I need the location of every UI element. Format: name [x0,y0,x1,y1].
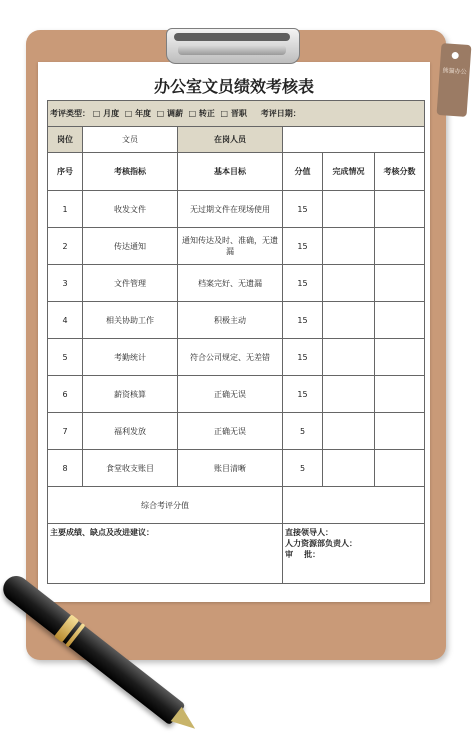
row-indicator: 薪资核算 [83,376,178,413]
row-completion-field[interactable] [323,228,375,265]
approval-label: 审 批： [285,550,321,559]
signoff-block [283,524,425,584]
eval-type-row [48,101,425,127]
summary-row [48,487,425,524]
checkbox-annual[interactable]: □ 年度 [124,109,152,118]
position-label: 岗位 [48,127,83,153]
row-indicator: 相关协助工作 [83,302,178,339]
row-no: 8 [48,450,83,487]
row-no: 1 [48,191,83,228]
table-row [48,191,425,228]
row-points: 15 [283,265,323,302]
leader-signature-label: 直接领导人： [285,528,333,537]
row-score-field[interactable] [375,339,425,376]
row-no: 4 [48,302,83,339]
checkbox-salary-adjust[interactable]: □ 调薪 [156,109,183,118]
row-goal: 积极主动 [178,302,283,339]
header-points: 分值 [283,153,323,191]
row-completion-field[interactable] [323,413,375,450]
staff-label: 在岗人员 [178,127,283,153]
header-no: 序号 [48,153,83,191]
header-goal: 基本目标 [178,153,283,191]
checkbox-promotion[interactable]: □ 晋职 [220,109,247,118]
form-sheet [38,62,430,602]
row-no: 7 [48,413,83,450]
row-score-field[interactable] [375,302,425,339]
row-completion-field[interactable] [323,191,375,228]
row-points: 15 [283,191,323,228]
row-score-field[interactable] [375,376,425,413]
row-score-field[interactable] [375,228,425,265]
row-indicator: 考勤统计 [83,339,178,376]
row-goal: 账目清晰 [178,450,283,487]
row-points: 15 [283,376,323,413]
header-score: 考核分数 [375,153,425,191]
clip-lever [178,45,286,55]
table-row [48,265,425,302]
table-row [48,376,425,413]
row-completion-field[interactable] [323,450,375,487]
row-score-field[interactable] [375,265,425,302]
row-completion-field[interactable] [323,302,375,339]
clip-hinge [174,33,290,41]
position-row [48,127,425,153]
row-goal: 正确无误 [178,376,283,413]
table-row [48,302,425,339]
eval-type-label: 考评类型： [50,109,90,118]
row-indicator: 福利发放 [83,413,178,450]
table-row [48,450,425,487]
header-completion: 完成情况 [323,153,375,191]
eval-date-label: 考评日期： [260,109,301,118]
position-value: 文员 [83,127,178,153]
comments-label: 主要成绩、缺点及改进建议： [50,528,154,537]
checkbox-regularization[interactable]: □ 转正 [188,109,215,118]
row-points: 5 [283,413,323,450]
row-score-field[interactable] [375,191,425,228]
header-row [48,153,425,191]
row-goal: 档案完好、无遗漏 [178,265,283,302]
row-goal: 符合公司规定、无差错 [178,339,283,376]
hr-signature-label: 人力资源部负责人： [285,539,357,548]
row-completion-field[interactable] [323,376,375,413]
row-indicator: 传达通知 [83,228,178,265]
comments-field[interactable] [48,524,283,584]
row-indicator: 文件管理 [83,265,178,302]
row-goal: 正确无误 [178,413,283,450]
comments-row [48,524,425,584]
appraisal-table [47,100,425,584]
row-no: 2 [48,228,83,265]
row-completion-field[interactable] [323,265,375,302]
row-goal: 通知传达及时、准确，无遗漏 [178,228,283,265]
checkbox-monthly[interactable]: □ 月度 [92,109,120,118]
form-title: 办公室文员绩效考核表 [153,77,314,96]
hang-tag [437,43,472,117]
row-indicator: 收发文件 [83,191,178,228]
header-indicator: 考核指标 [83,153,178,191]
row-goal: 无过期文件在现场使用 [178,191,283,228]
tag-hole [451,52,458,59]
row-points: 5 [283,450,323,487]
row-points: 15 [283,302,323,339]
row-score-field[interactable] [375,450,425,487]
table-row [48,228,425,265]
row-completion-field[interactable] [323,339,375,376]
row-points: 15 [283,339,323,376]
row-indicator: 食堂收支账目 [83,450,178,487]
row-no: 3 [48,265,83,302]
tag-text: 熊猫办公 [442,67,467,76]
row-points: 15 [283,228,323,265]
summary-score-field[interactable] [283,487,425,524]
table-row [48,413,425,450]
row-no: 5 [48,339,83,376]
row-score-field[interactable] [375,413,425,450]
pen-nib [171,707,201,736]
table-row [48,339,425,376]
summary-label: 综合考评分值 [48,487,283,524]
row-no: 6 [48,376,83,413]
staff-field[interactable] [283,127,425,153]
